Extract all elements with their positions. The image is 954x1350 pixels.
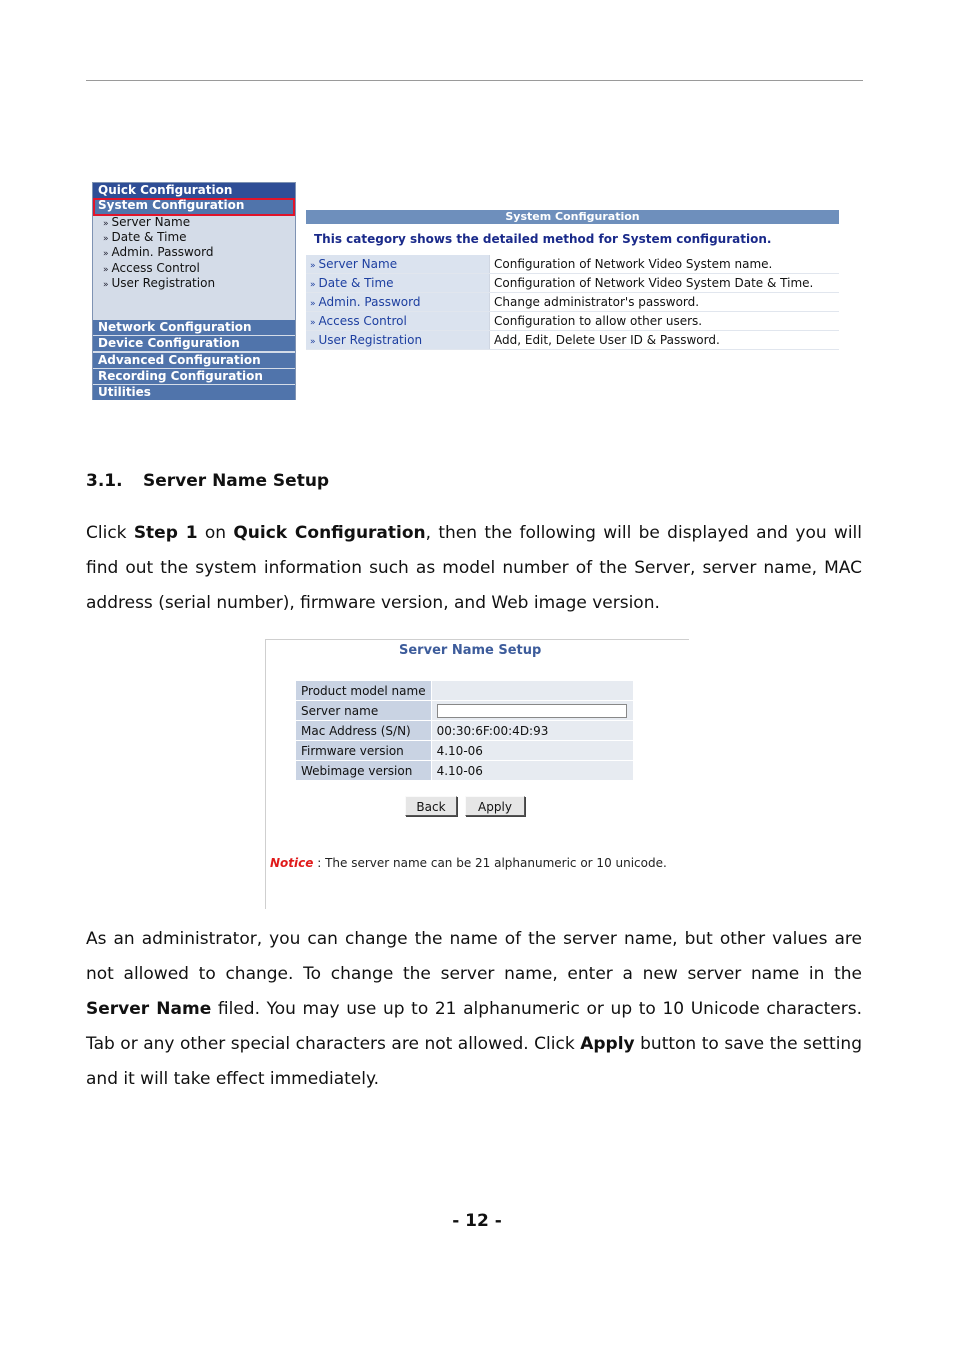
menu-sub-admin-password[interactable]: » Admin. Password	[103, 245, 214, 259]
table-row	[306, 293, 839, 312]
row-label: Server name	[296, 701, 432, 721]
system-config-description: This category shows the detailed method for System configuration.	[314, 232, 772, 246]
row-label: Webimage version	[296, 761, 432, 781]
table-row	[306, 331, 839, 350]
double-chevron-icon: »	[310, 318, 316, 328]
double-chevron-icon: »	[310, 299, 316, 309]
double-chevron-icon: »	[103, 234, 109, 244]
system-desc: Configuration of Network Video System Date & Time.	[490, 274, 840, 293]
table-row	[296, 721, 634, 741]
notice-text: Notice : The server name can be 21 alphanumeric or 10 unicode.	[270, 856, 667, 870]
system-desc: Configuration of Network Video System name.	[490, 255, 840, 274]
intro-paragraph: Click Step 1 on Quick Configuration, then the following will be displayed and you will find out the system information such as model number of the Server, server name, MAC address (serial number), firmware version, and Web image version.	[86, 523, 863, 613]
double-chevron-icon: »	[103, 280, 109, 290]
system-config-title-bar: System Configuration	[306, 210, 839, 224]
setup-title: Server Name Setup	[399, 643, 542, 658]
menu-quick-configuration[interactable]: Quick Configuration	[93, 183, 295, 198]
firmware-version-value: 4.10-06	[431, 741, 633, 761]
system-link-user-registration[interactable]: » User Registration	[306, 331, 490, 350]
menu-sub-access-control[interactable]: » Access Control	[103, 261, 200, 275]
table-row	[306, 255, 839, 274]
system-link-date-time[interactable]: » Date & Time	[306, 274, 490, 293]
table-row	[306, 274, 839, 293]
page-number: - 12 -	[452, 1211, 502, 1231]
section-number: 3.1.	[86, 471, 123, 491]
system-desc: Add, Edit, Delete User ID & Password.	[490, 331, 840, 350]
menu-recording-configuration[interactable]: Recording Configuration	[93, 369, 295, 384]
back-button[interactable]: Back	[405, 796, 457, 816]
system-desc: Change administrator's password.	[490, 293, 840, 312]
section-title: Server Name Setup	[143, 471, 330, 491]
double-chevron-icon: »	[310, 280, 316, 290]
apply-button[interactable]: Apply	[465, 796, 525, 816]
server-name-input[interactable]	[437, 704, 627, 718]
double-chevron-icon: »	[310, 337, 316, 347]
system-config-table	[306, 255, 839, 350]
setup-info-table	[295, 680, 634, 781]
menu-sub-user-registration[interactable]: » User Registration	[103, 276, 216, 290]
system-link-access-control[interactable]: » Access Control	[306, 312, 490, 331]
row-label: Mac Address (S/N)	[296, 721, 432, 741]
server-name-cell	[431, 701, 633, 721]
system-desc: Configuration to allow other users.	[490, 312, 840, 331]
product-model-value	[431, 681, 633, 701]
menu-device-configuration[interactable]: Device Configuration	[93, 336, 295, 351]
menu-utilities[interactable]: Utilities	[93, 385, 295, 400]
table-row	[296, 681, 634, 701]
table-row	[296, 761, 634, 781]
menu-sub-date-time[interactable]: » Date & Time	[103, 230, 187, 244]
double-chevron-icon: »	[103, 249, 109, 259]
mac-address-value: 00:30:6F:00:4D:93	[431, 721, 633, 741]
table-row	[306, 312, 839, 331]
header-rule	[86, 80, 863, 81]
table-row	[296, 741, 634, 761]
config-menu	[92, 182, 296, 400]
admin-paragraph: As an administrator, you can change the name of the server name, but other values are not allowed to change. To change the server name, enter a new server name in the Server Name filed. You may use up to 21 alphanumeric or up to 10 Unicode characters. Tab or any other special characters are not allowed. Click Apply button to save the setting and it will take effect immediately.	[86, 929, 862, 1089]
menu-network-configuration[interactable]: Network Configuration	[93, 320, 295, 335]
double-chevron-icon: »	[103, 219, 109, 229]
menu-sub-server-name[interactable]: » Server Name	[103, 215, 191, 229]
double-chevron-icon: »	[310, 261, 316, 271]
double-chevron-icon: »	[103, 265, 109, 275]
table-row	[296, 701, 634, 721]
row-label: Firmware version	[296, 741, 432, 761]
webimage-version-value: 4.10-06	[431, 761, 633, 781]
system-link-admin-password[interactable]: » Admin. Password	[306, 293, 490, 312]
menu-system-configuration[interactable]: System Configuration	[93, 198, 295, 216]
system-link-server-name[interactable]: » Server Name	[306, 255, 490, 274]
row-label: Product model name	[296, 681, 432, 701]
menu-advanced-configuration[interactable]: Advanced Configuration	[93, 353, 295, 368]
